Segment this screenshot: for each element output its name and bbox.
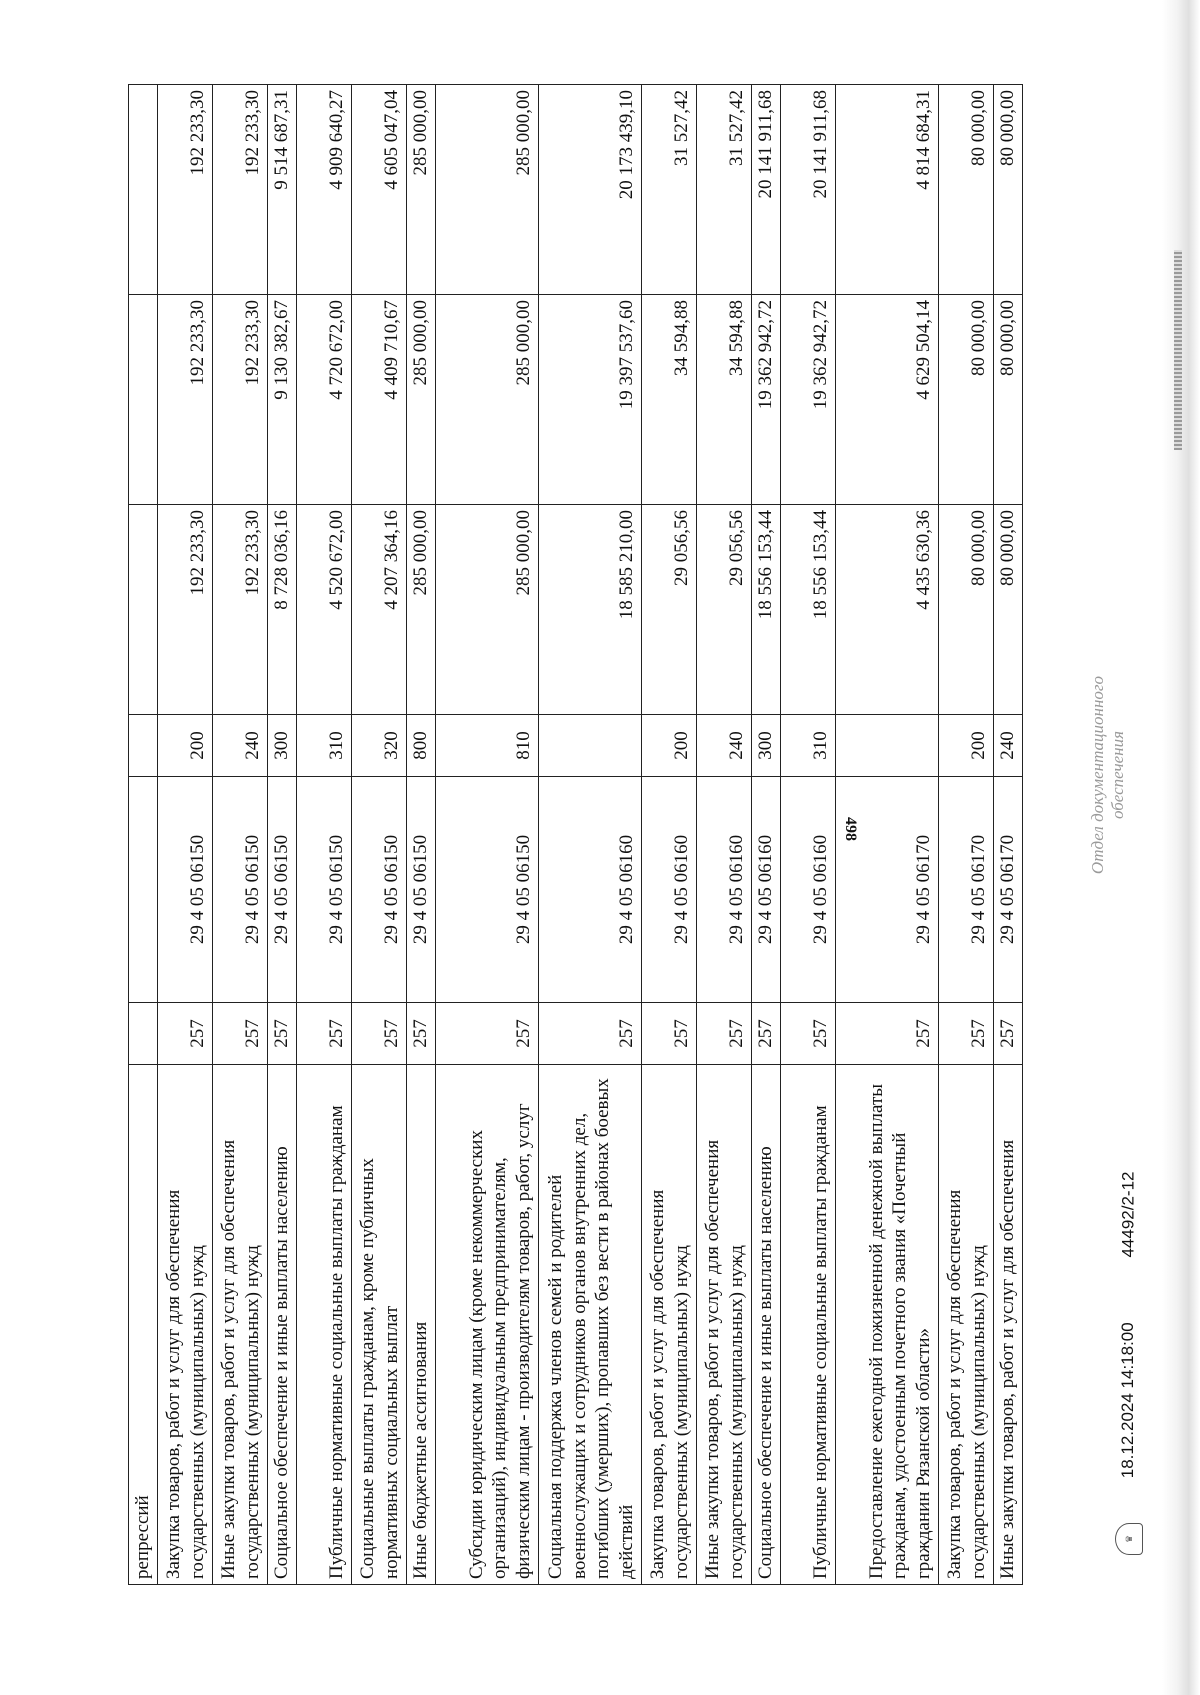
row-name: Социальные выплаты гражданам, кроме публичных нормативных социальных выплат bbox=[351, 1065, 406, 1585]
row-vr-code bbox=[835, 715, 938, 777]
row-value-1: 4 207 364,16 bbox=[351, 505, 406, 715]
row-value-2: 19 397 537,60 bbox=[538, 295, 641, 505]
row-value-1 bbox=[129, 505, 158, 715]
row-value-3: 80 000,00 bbox=[938, 85, 993, 295]
table-row bbox=[538, 85, 641, 1585]
row-value-3: 31 527,42 bbox=[696, 85, 751, 295]
row-name: Социальная поддержка членов семей и родителей военнослужащих и сотрудников органов внутренних дел, погибших (умерших), пропавших без вести в районах боевых действий bbox=[538, 1065, 641, 1585]
row-value-2: 19 362 942,72 bbox=[751, 295, 780, 505]
row-value-1: 18 556 153,44 bbox=[751, 505, 780, 715]
row-ved-code: 257 bbox=[780, 1003, 835, 1065]
table-row bbox=[212, 85, 267, 1585]
row-value-3: 31 527,42 bbox=[641, 85, 696, 295]
table-row bbox=[835, 85, 938, 1585]
row-value-3: 80 000,00 bbox=[993, 85, 1022, 295]
row-value-1: 8 728 036,16 bbox=[267, 505, 296, 715]
row-csr-code: 29 4 05 06150 bbox=[351, 777, 406, 1003]
row-vr-code: 800 bbox=[406, 715, 435, 777]
row-vr-code: 200 bbox=[157, 715, 212, 777]
row-name: Закупка товаров, работ и услуг для обеспечения государственных (муниципальных) нужд bbox=[157, 1065, 212, 1585]
row-ved-code: 257 bbox=[212, 1003, 267, 1065]
row-name: Закупка товаров, работ и услуг для обеспечения государственных (муниципальных) нужд bbox=[641, 1065, 696, 1585]
row-ved-code: 257 bbox=[406, 1003, 435, 1065]
row-name: Публичные нормативные социальные выплаты гражданам bbox=[780, 1065, 835, 1585]
row-value-1: 80 000,00 bbox=[938, 505, 993, 715]
row-value-1: 18 585 210,00 bbox=[538, 505, 641, 715]
row-value-1: 192 233,30 bbox=[157, 505, 212, 715]
row-value-2: 80 000,00 bbox=[993, 295, 1022, 505]
row-vr-code bbox=[538, 715, 641, 777]
row-vr-code: 200 bbox=[938, 715, 993, 777]
row-vr-code: 240 bbox=[212, 715, 267, 777]
table-row bbox=[641, 85, 696, 1585]
row-value-3: 4 814 684,31 bbox=[835, 85, 938, 295]
row-csr-code: 29 4 05 06160 bbox=[751, 777, 780, 1003]
row-value-2 bbox=[129, 295, 158, 505]
row-ved-code: 257 bbox=[993, 1003, 1022, 1065]
row-value-1: 285 000,00 bbox=[435, 505, 538, 715]
row-value-3: 20 141 911,68 bbox=[780, 85, 835, 295]
row-value-2: 19 362 942,72 bbox=[780, 295, 835, 505]
row-csr-code: 29 4 05 06170 bbox=[835, 777, 938, 1003]
row-value-1: 192 233,30 bbox=[212, 505, 267, 715]
row-csr-code: 29 4 05 06170 bbox=[938, 777, 993, 1003]
row-ved-code: 257 bbox=[296, 1003, 351, 1065]
row-value-3: 192 233,30 bbox=[212, 85, 267, 295]
table-row bbox=[993, 85, 1022, 1585]
row-name: Закупка товаров, работ и услуг для обеспечения государственных (муниципальных) нужд bbox=[938, 1065, 993, 1585]
row-vr-code: 810 bbox=[435, 715, 538, 777]
row-vr-code: 320 bbox=[351, 715, 406, 777]
row-vr-code: 200 bbox=[641, 715, 696, 777]
table-row bbox=[296, 85, 351, 1585]
footer-datetime: 18.12.2024 14:18:00 bbox=[1118, 1322, 1138, 1479]
row-value-2: 192 233,30 bbox=[212, 295, 267, 505]
row-value-1: 4 435 630,36 bbox=[835, 505, 938, 715]
table-row bbox=[267, 85, 296, 1585]
row-csr-code: 29 4 05 06160 bbox=[780, 777, 835, 1003]
row-csr-code: 29 4 05 06170 bbox=[993, 777, 1022, 1003]
row-name: Субсидии юридическим лицам (кроме некоммерческих организаций), индивидуальным предпринимателям, физическим лицам - производителям товаров, работ, услуг bbox=[435, 1065, 538, 1585]
row-ved-code: 257 bbox=[351, 1003, 406, 1065]
scan-artifact bbox=[1174, 250, 1182, 450]
row-value-3: 285 000,00 bbox=[406, 85, 435, 295]
row-value-1: 4 520 672,00 bbox=[296, 505, 351, 715]
table-row bbox=[751, 85, 780, 1585]
row-value-3: 4 909 640,27 bbox=[296, 85, 351, 295]
page-number: 498 bbox=[842, 817, 859, 841]
budget-table bbox=[128, 84, 1023, 1585]
row-value-2: 4 720 672,00 bbox=[296, 295, 351, 505]
row-value-1: 80 000,00 bbox=[993, 505, 1022, 715]
table-row bbox=[351, 85, 406, 1585]
row-value-1: 29 056,56 bbox=[641, 505, 696, 715]
row-csr-code: 29 4 05 06150 bbox=[296, 777, 351, 1003]
row-csr-code: 29 4 05 06150 bbox=[157, 777, 212, 1003]
row-ved-code: 257 bbox=[938, 1003, 993, 1065]
row-value-3: 285 000,00 bbox=[435, 85, 538, 295]
row-csr-code: 29 4 05 06160 bbox=[538, 777, 641, 1003]
table-row bbox=[435, 85, 538, 1585]
row-ved-code: 257 bbox=[267, 1003, 296, 1065]
row-name: Иные закупки товаров, работ и услуг для обеспечения bbox=[993, 1065, 1022, 1585]
row-name: Иные закупки товаров, работ и услуг для обеспечения государственных (муниципальных) нужд bbox=[696, 1065, 751, 1585]
row-csr-code bbox=[129, 777, 158, 1003]
row-vr-code bbox=[129, 715, 158, 777]
row-value-1: 18 556 153,44 bbox=[780, 505, 835, 715]
row-csr-code: 29 4 05 06150 bbox=[435, 777, 538, 1003]
row-value-2: 80 000,00 bbox=[938, 295, 993, 505]
row-vr-code: 300 bbox=[267, 715, 296, 777]
row-value-2: 285 000,00 bbox=[406, 295, 435, 505]
row-value-2: 192 233,30 bbox=[157, 295, 212, 505]
table-body bbox=[129, 85, 1023, 1585]
row-value-3 bbox=[129, 85, 158, 295]
table-row bbox=[780, 85, 835, 1585]
row-vr-code: 310 bbox=[296, 715, 351, 777]
row-value-2: 9 130 382,67 bbox=[267, 295, 296, 505]
row-name: Социальное обеспечение и иные выплаты населению bbox=[751, 1065, 780, 1585]
row-name: Предоставление ежегодной пожизненной денежной выплаты гражданам, удостоенным почетного звания «Почетный гражданин Рязанской области» bbox=[835, 1065, 938, 1585]
row-value-3: 20 141 911,68 bbox=[751, 85, 780, 295]
row-ved-code: 257 bbox=[641, 1003, 696, 1065]
row-csr-code: 29 4 05 06150 bbox=[267, 777, 296, 1003]
table-row bbox=[157, 85, 212, 1585]
row-vr-code: 310 bbox=[780, 715, 835, 777]
row-value-2: 285 000,00 bbox=[435, 295, 538, 505]
row-csr-code: 29 4 05 06160 bbox=[696, 777, 751, 1003]
row-value-2: 34 594,88 bbox=[641, 295, 696, 505]
row-value-2: 4 629 504,14 bbox=[835, 295, 938, 505]
stamp-line-1: Отдел документационного bbox=[1088, 675, 1107, 875]
row-ved-code: 257 bbox=[157, 1003, 212, 1065]
row-value-3: 9 514 687,31 bbox=[267, 85, 296, 295]
row-value-1: 285 000,00 bbox=[406, 505, 435, 715]
table-row bbox=[938, 85, 993, 1585]
emblem-icon: ♛ bbox=[1115, 1523, 1143, 1555]
row-ved-code: 257 bbox=[751, 1003, 780, 1065]
row-name: Иные закупки товаров, работ и услуг для обеспечения государственных (муниципальных) нужд bbox=[212, 1065, 267, 1585]
row-name: Публичные нормативные социальные выплаты гражданам bbox=[296, 1065, 351, 1585]
row-name: Иные бюджетные ассигнования bbox=[406, 1065, 435, 1585]
row-name: репрессий bbox=[129, 1065, 158, 1585]
row-value-3: 192 233,30 bbox=[157, 85, 212, 295]
row-value-2: 4 409 710,67 bbox=[351, 295, 406, 505]
stamp-line-2: обеспечения bbox=[1108, 731, 1128, 820]
table-row bbox=[406, 85, 435, 1585]
row-ved-code bbox=[129, 1003, 158, 1065]
row-ved-code: 257 bbox=[696, 1003, 751, 1065]
row-value-3: 4 605 047,04 bbox=[351, 85, 406, 295]
row-ved-code: 257 bbox=[435, 1003, 538, 1065]
row-csr-code: 29 4 05 06160 bbox=[641, 777, 696, 1003]
row-vr-code: 240 bbox=[696, 715, 751, 777]
row-value-1: 29 056,56 bbox=[696, 505, 751, 715]
row-name: Социальное обеспечение и иные выплаты населению bbox=[267, 1065, 296, 1585]
row-vr-code: 240 bbox=[993, 715, 1022, 777]
table-row bbox=[129, 85, 158, 1585]
row-csr-code: 29 4 05 06150 bbox=[212, 777, 267, 1003]
footer bbox=[1115, 1172, 1143, 1555]
row-csr-code: 29 4 05 06150 bbox=[406, 777, 435, 1003]
row-ved-code: 257 bbox=[538, 1003, 641, 1065]
row-value-2: 34 594,88 bbox=[696, 295, 751, 505]
department-stamp bbox=[1088, 615, 1129, 935]
table-row bbox=[696, 85, 751, 1585]
row-vr-code: 300 bbox=[751, 715, 780, 777]
footer-doc-id: 44492/2-12 bbox=[1118, 1171, 1138, 1258]
row-ved-code: 257 bbox=[835, 1003, 938, 1065]
row-value-3: 20 173 439,10 bbox=[538, 85, 641, 295]
